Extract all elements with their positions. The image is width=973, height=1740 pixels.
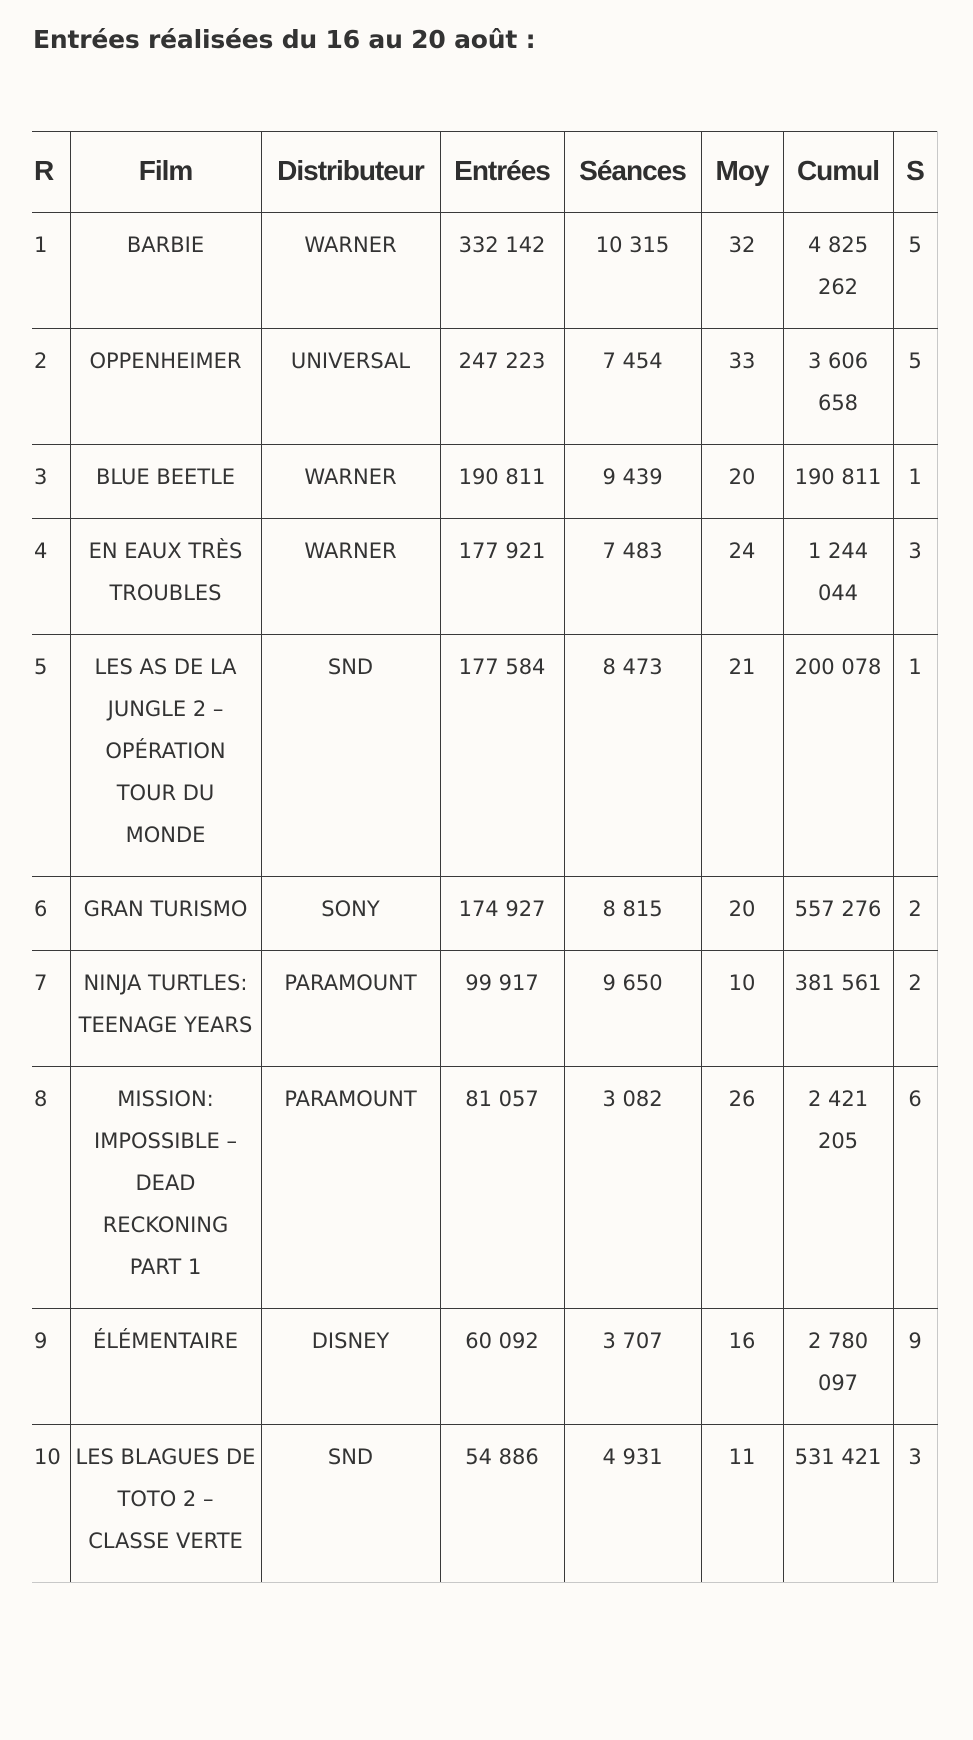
cell-weeks: 6: [893, 1067, 937, 1309]
cell-average: 32: [701, 213, 783, 329]
cell-cumulative: 2 421 205: [783, 1067, 893, 1309]
cell-distributor: SONY: [261, 877, 440, 951]
table-row: [32, 1309, 937, 1425]
cell-rank: 9: [32, 1309, 70, 1425]
cell-distributor: DISNEY: [261, 1309, 440, 1425]
cell-cumulative: 200 078: [783, 635, 893, 877]
cell-screenings: 4 931: [564, 1425, 701, 1583]
table-row: [32, 951, 937, 1067]
cell-cumulative: 190 811: [783, 445, 893, 519]
cell-admissions: 247 223: [440, 329, 564, 445]
header-average: Moy: [701, 132, 783, 213]
cell-screenings: 3 082: [564, 1067, 701, 1309]
cell-admissions: 60 092: [440, 1309, 564, 1425]
cell-cumulative: 4 825 262: [783, 213, 893, 329]
cell-screenings: 8 815: [564, 877, 701, 951]
cell-weeks: 3: [893, 1425, 937, 1583]
header-rank: R: [32, 132, 70, 213]
cell-average: 33: [701, 329, 783, 445]
box-office-table: [32, 131, 938, 1583]
table-row: [32, 1425, 937, 1583]
table-header-row: [32, 132, 937, 213]
table-row: [32, 213, 937, 329]
cell-average: 24: [701, 519, 783, 635]
cell-screenings: 9 650: [564, 951, 701, 1067]
cell-film: OPPENHEIMER: [70, 329, 261, 445]
cell-admissions: 81 057: [440, 1067, 564, 1309]
cell-rank: 1: [32, 213, 70, 329]
header-admissions: Entrées: [440, 132, 564, 213]
cell-weeks: 9: [893, 1309, 937, 1425]
cell-cumulative: 2 780 097: [783, 1309, 893, 1425]
cell-film: MISSION: IMPOSSIBLE – DEAD RECKONING PART 1: [70, 1067, 261, 1309]
table-row: [32, 519, 937, 635]
cell-screenings: 10 315: [564, 213, 701, 329]
cell-screenings: 3 707: [564, 1309, 701, 1425]
cell-average: 21: [701, 635, 783, 877]
cell-average: 16: [701, 1309, 783, 1425]
cell-admissions: 332 142: [440, 213, 564, 329]
cell-rank: 7: [32, 951, 70, 1067]
cell-rank: 8: [32, 1067, 70, 1309]
cell-screenings: 9 439: [564, 445, 701, 519]
cell-cumulative: 531 421: [783, 1425, 893, 1583]
cell-distributor: PARAMOUNT: [261, 1067, 440, 1309]
cell-film: BARBIE: [70, 213, 261, 329]
cell-weeks: 5: [893, 329, 937, 445]
cell-rank: 3: [32, 445, 70, 519]
cell-film: GRAN TURISMO: [70, 877, 261, 951]
page-heading: Entrées réalisées du 16 au 20 août :: [33, 25, 536, 54]
cell-film: NINJA TURTLES: TEENAGE YEARS: [70, 951, 261, 1067]
cell-film: LES AS DE LA JUNGLE 2 – OPÉRATION TOUR DU MONDE: [70, 635, 261, 877]
cell-film: EN EAUX TRÈS TROUBLES: [70, 519, 261, 635]
cell-distributor: SND: [261, 635, 440, 877]
cell-rank: 10: [32, 1425, 70, 1583]
cell-rank: 4: [32, 519, 70, 635]
cell-weeks: 3: [893, 519, 937, 635]
cell-cumulative: 381 561: [783, 951, 893, 1067]
cell-weeks: 2: [893, 951, 937, 1067]
cell-rank: 6: [32, 877, 70, 951]
table-row: [32, 445, 937, 519]
cell-rank: 2: [32, 329, 70, 445]
header-weeks: S: [893, 132, 937, 213]
cell-screenings: 8 473: [564, 635, 701, 877]
cell-distributor: UNIVERSAL: [261, 329, 440, 445]
cell-average: 20: [701, 445, 783, 519]
cell-average: 20: [701, 877, 783, 951]
table-row: [32, 1067, 937, 1309]
cell-admissions: 177 584: [440, 635, 564, 877]
cell-film: BLUE BEETLE: [70, 445, 261, 519]
table-row: [32, 877, 937, 951]
cell-distributor: WARNER: [261, 519, 440, 635]
cell-screenings: 7 454: [564, 329, 701, 445]
cell-screenings: 7 483: [564, 519, 701, 635]
header-screenings: Séances: [564, 132, 701, 213]
cell-weeks: 1: [893, 445, 937, 519]
cell-distributor: WARNER: [261, 213, 440, 329]
cell-cumulative: 557 276: [783, 877, 893, 951]
cell-distributor: SND: [261, 1425, 440, 1583]
cell-weeks: 2: [893, 877, 937, 951]
cell-average: 26: [701, 1067, 783, 1309]
cell-rank: 5: [32, 635, 70, 877]
header-cumulative: Cumul: [783, 132, 893, 213]
cell-weeks: 1: [893, 635, 937, 877]
header-film: Film: [70, 132, 261, 213]
cell-distributor: WARNER: [261, 445, 440, 519]
cell-film: ÉLÉMENTAIRE: [70, 1309, 261, 1425]
cell-admissions: 99 917: [440, 951, 564, 1067]
cell-film: LES BLAGUES DE TOTO 2 – CLASSE VERTE: [70, 1425, 261, 1583]
cell-average: 11: [701, 1425, 783, 1583]
cell-cumulative: 1 244 044: [783, 519, 893, 635]
cell-average: 10: [701, 951, 783, 1067]
cell-admissions: 54 886: [440, 1425, 564, 1583]
table-row: [32, 329, 937, 445]
cell-admissions: 190 811: [440, 445, 564, 519]
cell-distributor: PARAMOUNT: [261, 951, 440, 1067]
cell-admissions: 177 921: [440, 519, 564, 635]
cell-cumulative: 3 606 658: [783, 329, 893, 445]
table-row: [32, 635, 937, 877]
header-distributor: Distributeur: [261, 132, 440, 213]
cell-admissions: 174 927: [440, 877, 564, 951]
cell-weeks: 5: [893, 213, 937, 329]
